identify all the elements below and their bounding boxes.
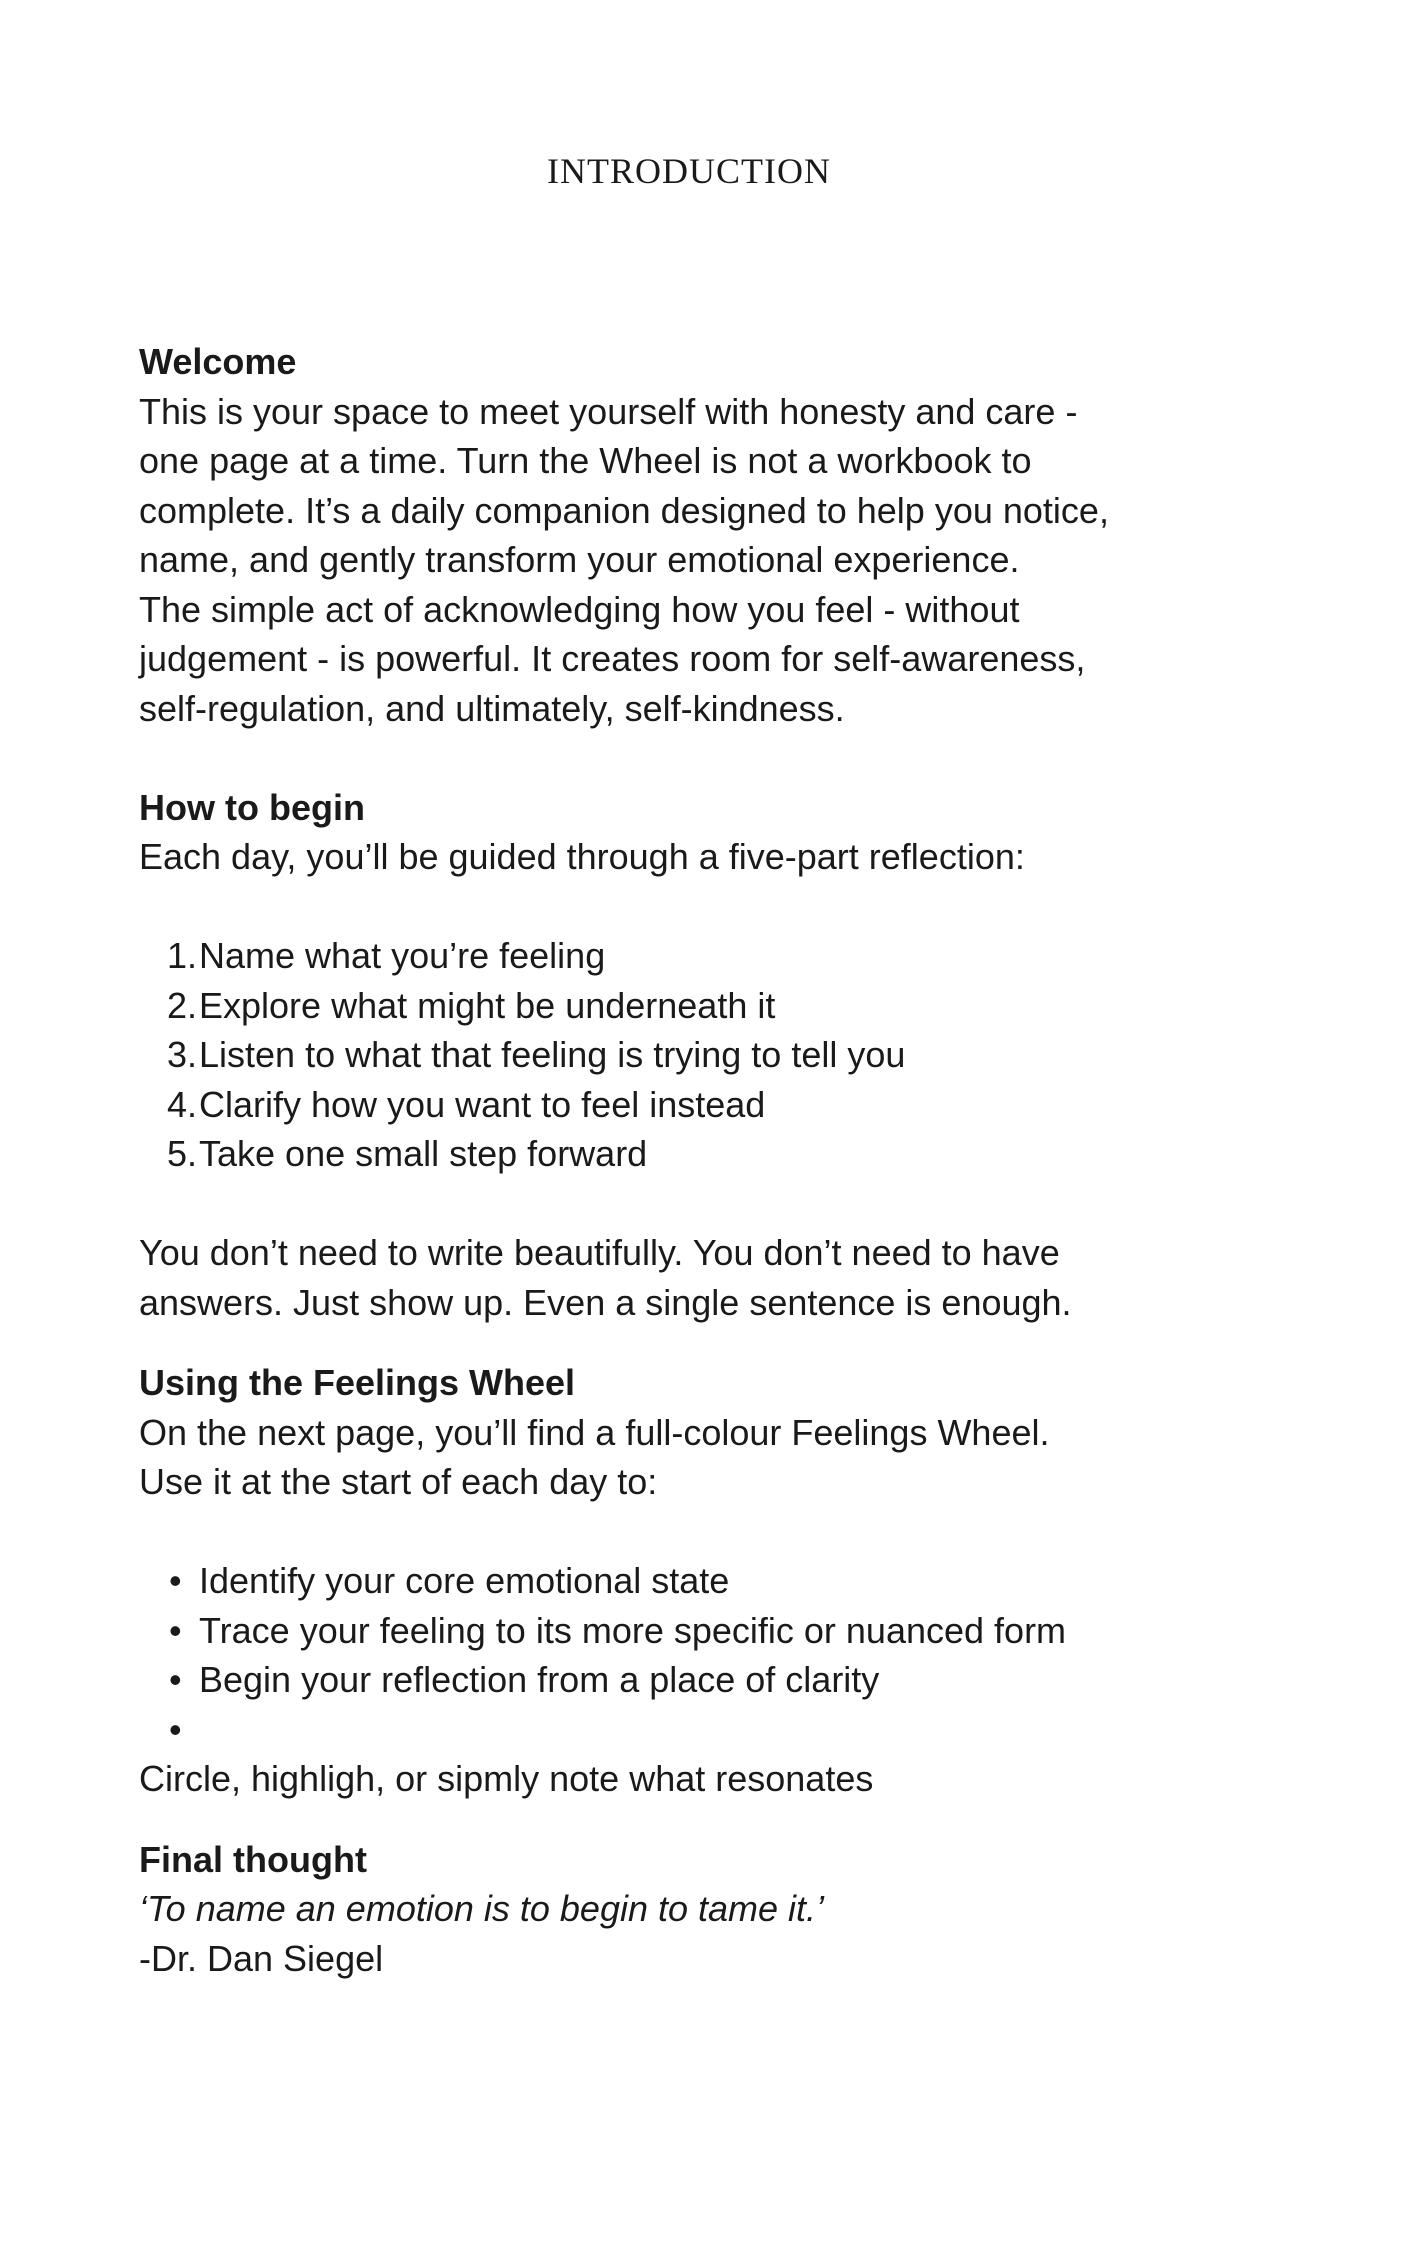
step-number: 3. — [166, 1034, 197, 1075]
list-item — [139, 1655, 1299, 1705]
final-thought-quote: ‘To name an emotion is to begin to tame it.’ — [139, 1888, 825, 1929]
welcome-line: one page at a time. Turn the Wheel is not a workbook to — [139, 440, 1032, 481]
final-thought-attribution: -Dr. Dan Siegel — [139, 1937, 384, 1979]
how-to-begin-section — [139, 783, 1299, 1328]
spacer — [139, 733, 1299, 783]
bullet-text: Trace your feeling to its more specific or nuanced form — [199, 1609, 1067, 1651]
feelings-wheel-intro-line: On the next page, you’ll find a full-colour Feelings Wheel. — [139, 1411, 1050, 1453]
list-item — [139, 1705, 1299, 1755]
bullet-icon: • — [169, 1560, 182, 1601]
welcome-line: This is your space to meet yourself with honesty and care - — [139, 390, 1078, 432]
how-to-begin-intro: Each day, you’ll be guided through a five-part reflection: — [139, 836, 1025, 877]
how-to-begin-closing-line: answers. Just show up. Even a single sentence is enough. — [139, 1281, 1072, 1323]
step-number: 4. — [166, 1083, 197, 1125]
welcome-line: name, and gently transform your emotional experience. — [139, 539, 1020, 580]
step-number: 5. — [166, 1133, 197, 1174]
page-title: INTRODUCTION — [547, 151, 831, 191]
how-to-begin-heading: How to begin — [139, 786, 365, 828]
bullet-text: Identify your core emotional state — [199, 1560, 730, 1601]
feelings-wheel-section — [139, 1358, 1299, 1804]
list-item — [139, 981, 1299, 1031]
list-item — [139, 1030, 1299, 1080]
feelings-wheel-closing: Circle, highligh, or sipmly note what resonates — [139, 1758, 874, 1799]
step-number: 2. — [166, 984, 197, 1026]
bullet-icon: • — [169, 1659, 182, 1700]
list-item — [139, 1080, 1299, 1130]
list-item — [139, 931, 1299, 981]
spacer — [139, 1507, 1299, 1557]
spacer — [139, 1327, 1299, 1358]
reflection-steps-list — [139, 931, 1299, 1179]
spacer — [139, 1804, 1299, 1835]
welcome-line: complete. It’s a daily companion designed to help you notice, — [139, 489, 1109, 531]
welcome-line: The simple act of acknowledging how you feel - without — [139, 588, 1020, 630]
page-content — [139, 337, 1299, 1983]
welcome-line: self-regulation, and ultimately, self-kindness. — [139, 687, 845, 729]
step-number: 1. — [166, 935, 197, 976]
feelings-wheel-intro-line: Use it at the start of each day to: — [139, 1461, 658, 1502]
welcome-heading: Welcome — [139, 341, 297, 382]
step-text: Explore what might be underneath it — [199, 984, 776, 1026]
step-text: Take one small step forward — [199, 1133, 648, 1174]
list-item — [139, 1129, 1299, 1179]
feelings-wheel-bullets — [139, 1556, 1299, 1754]
list-item — [139, 1556, 1299, 1606]
bullet-icon: • — [169, 1708, 182, 1750]
step-text: Name what you’re feeling — [199, 935, 606, 976]
feelings-wheel-heading: Using the Feelings Wheel — [139, 1362, 576, 1403]
spacer — [139, 1179, 1299, 1229]
spacer — [139, 882, 1299, 932]
list-item — [139, 1606, 1299, 1656]
final-thought-heading: Final thought — [139, 1838, 367, 1880]
step-text: Clarify how you want to feel instead — [199, 1083, 766, 1125]
step-text: Listen to what that feeling is trying to tell you — [199, 1034, 906, 1075]
final-thought-section — [139, 1835, 1299, 1984]
bullet-icon: • — [169, 1609, 182, 1651]
welcome-line: judgement - is powerful. It creates room for self-awareness, — [139, 638, 1086, 679]
welcome-section — [139, 337, 1299, 733]
bullet-text: Begin your reflection from a place of clarity — [199, 1659, 880, 1700]
how-to-begin-closing-line: You don’t need to write beautifully. You don’t need to have — [139, 1232, 1060, 1273]
